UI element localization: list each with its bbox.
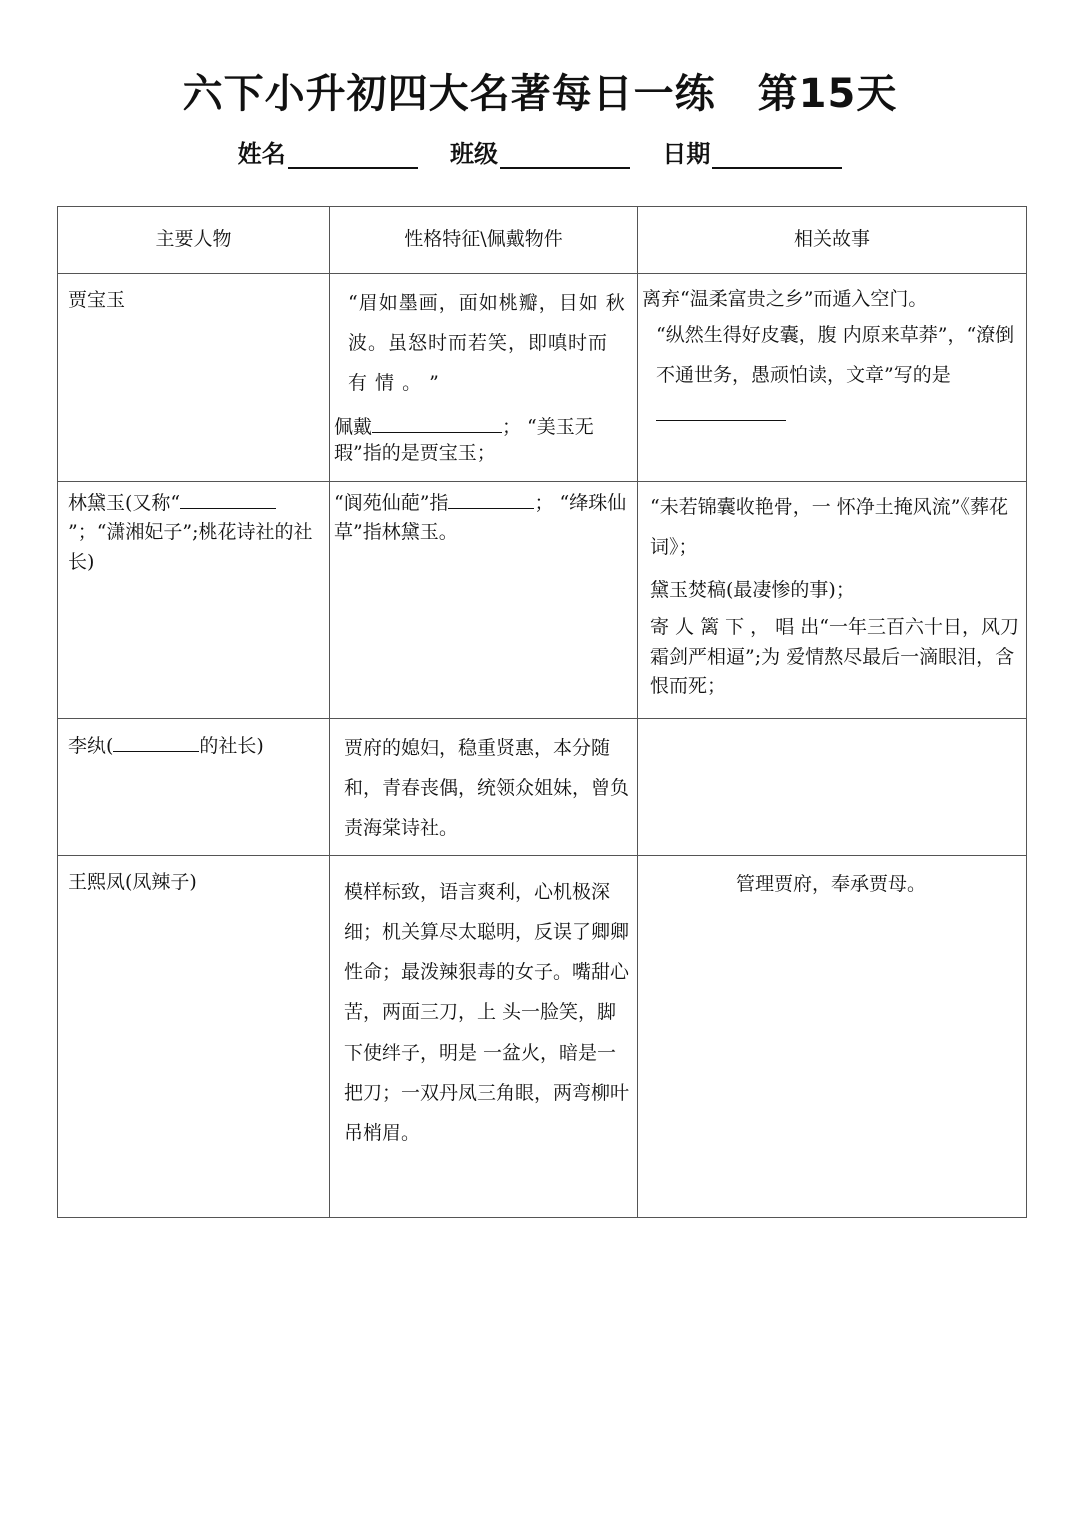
character-cell (58, 855, 330, 1217)
date-field (662, 134, 842, 169)
poetry-club-blank[interactable] (113, 731, 199, 752)
page-title (0, 62, 1080, 119)
characters-table (57, 206, 1027, 1218)
character-name: 林黛玉(又称“”；“潇湘妃子”;桃花诗社的社长) (58, 482, 329, 585)
title-text: 六下小升初四大名著每日一练 (182, 71, 716, 117)
traits-cell (330, 482, 638, 719)
character-name: 李纨( 的社长) (58, 719, 329, 769)
character-name: 贾宝玉 (68, 289, 126, 311)
character-cell (58, 482, 330, 719)
header-story: 相关故事 (638, 207, 1027, 274)
story-cell (638, 482, 1027, 719)
table-row (58, 482, 1027, 719)
story-line-3: 寄 人 篱 下 ， 唱 出“一年三百六十日，风刀霜剑严相逼”;为 爱情熬尽最后一滴眼泪，含恨而死； (650, 616, 1019, 698)
name-field (238, 134, 418, 169)
story-text: 管理贾府，奉承贾母。 (735, 872, 926, 895)
traits-text: “阆苑仙葩”指 ； “绛珠仙草”指林黛玉。 (330, 482, 637, 554)
traits-wear: 佩戴 ； “美玉无瑕”指的是贾宝玉； (334, 412, 631, 467)
class-label: 班级 (450, 140, 498, 168)
header-traits: 性格特征\佩戴物件 (330, 207, 638, 274)
title-day: 第15天 (757, 71, 898, 117)
traits-cell (330, 719, 638, 856)
date-blank[interactable] (712, 143, 842, 169)
traits-quote: “眉如墨画，面如桃瓣，目如 秋波。虽怒时而若笑，即嗔时而 有 情 。 ” (348, 292, 626, 394)
character-cell (58, 719, 330, 856)
story-line-2: “纵然生得好皮囊，腹 内原来草莽”，“潦倒不通世务，愚顽怕读，文章”写的是 (642, 316, 1020, 436)
story-cell (638, 855, 1027, 1217)
table-row (58, 719, 1027, 856)
table-row (58, 274, 1027, 482)
table-row (58, 855, 1027, 1217)
story-text (638, 719, 1026, 733)
character-cell (58, 274, 330, 482)
story-cell (638, 274, 1027, 482)
traits-cell (330, 274, 638, 482)
story-line-1: “未若锦囊收艳骨，一 怀净土掩风流”《葬花词》； (650, 496, 1008, 558)
alias-blank[interactable] (180, 488, 276, 509)
story-cell (638, 719, 1027, 856)
date-label: 日期 (662, 140, 711, 168)
character-name: 王熙凤(凤辣子) (68, 870, 197, 893)
name-blank[interactable] (288, 143, 418, 169)
traits-cell (330, 855, 638, 1217)
story-blank[interactable] (656, 400, 786, 421)
class-blank[interactable] (500, 143, 630, 169)
traits-text: 模样标致，语言爽利，心机极深细；机关算尽太聪明，反误了卿卿性命；最泼辣狠毒的女子。嘴甜心苦，两面三刀，上 头一脸笑，脚下使绊子，明是 一盆火，暗是一把刀；一双丹凤三角眼，两弯柳叶吊梢眉。 (344, 880, 630, 1145)
story-line-2: 黛玉焚稿(最凄惨的事)； (650, 578, 855, 601)
name-label: 姓名 (237, 140, 286, 168)
class-field (450, 134, 630, 169)
table-header-row (58, 207, 1027, 274)
header-character: 主要人物 (58, 207, 330, 274)
traits-text: 贾府的媳妇，稳重贤惠，本分随和，青春丧偶，统领众姐妹，曾负责海棠诗社。 (344, 737, 630, 839)
student-info-fields (0, 134, 1080, 169)
wear-blank[interactable] (372, 412, 502, 433)
xianpa-blank[interactable] (448, 488, 534, 509)
story-line-1: 离弃“温柔富贵之乡”而遁入空门。 (642, 288, 928, 310)
